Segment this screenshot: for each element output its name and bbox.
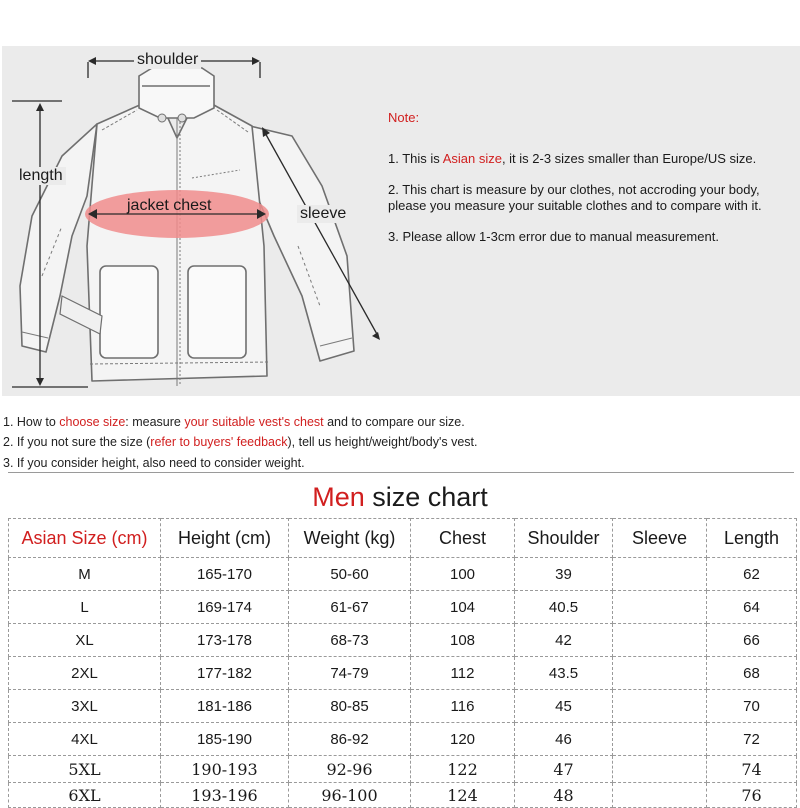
instruction-2-text-end: ), tell us height/weight/body's vest. <box>287 435 478 449</box>
cell-height: 169-174 <box>161 591 289 624</box>
table-row <box>9 591 797 624</box>
cell-weight: 68-73 <box>289 624 411 657</box>
cell-chest: 108 <box>411 624 515 657</box>
cell-sleeve <box>613 657 707 690</box>
chart-title-text: size chart <box>364 482 488 512</box>
cell-shoulder: 45 <box>515 690 613 723</box>
cell-weight: 74-79 <box>289 657 411 690</box>
cell-size: 2XL <box>9 657 161 690</box>
cell-height: 193-196 <box>161 783 289 808</box>
table-header-row <box>9 519 797 558</box>
cell-weight: 80-85 <box>289 690 411 723</box>
note-2-line-1: 2. This chart is measure by our clothes, not accroding your body, <box>388 182 760 197</box>
cell-shoulder: 46 <box>515 723 613 756</box>
table-row <box>9 690 797 723</box>
note-2 <box>388 182 798 214</box>
cell-size: 6XL <box>9 783 161 808</box>
instruction-1 <box>3 412 793 432</box>
header-shoulder: Shoulder <box>515 519 613 558</box>
cell-weight: 96-100 <box>289 783 411 808</box>
table-row <box>9 756 797 783</box>
header-asian-size: Asian Size (cm) <box>9 519 161 558</box>
length-label: length <box>16 167 66 185</box>
size-table <box>8 518 797 808</box>
size-diagram-panel <box>2 46 800 396</box>
note-title: Note: <box>388 110 420 125</box>
cell-length: 62 <box>707 558 797 591</box>
header-length: Length <box>707 519 797 558</box>
cell-sleeve <box>613 624 707 657</box>
chart-title <box>0 481 800 513</box>
sleeve-label: sleeve <box>297 205 349 223</box>
table-row <box>9 783 797 808</box>
cell-size: 4XL <box>9 723 161 756</box>
cell-length: 68 <box>707 657 797 690</box>
instruction-3: 3. If you consider height, also need to consider weight. <box>3 456 305 470</box>
cell-sleeve <box>613 756 707 783</box>
cell-length: 70 <box>707 690 797 723</box>
header-weight: Weight (kg) <box>289 519 411 558</box>
cell-shoulder: 42 <box>515 624 613 657</box>
table-row <box>9 723 797 756</box>
cell-length: 66 <box>707 624 797 657</box>
cell-chest: 112 <box>411 657 515 690</box>
cell-shoulder: 40.5 <box>515 591 613 624</box>
cell-chest: 120 <box>411 723 515 756</box>
cell-weight: 86-92 <box>289 723 411 756</box>
cell-shoulder: 48 <box>515 783 613 808</box>
divider <box>8 472 794 473</box>
cell-size: 5XL <box>9 756 161 783</box>
cell-sleeve <box>613 558 707 591</box>
cell-sleeve <box>613 783 707 808</box>
instruction-1-highlight-a: choose size <box>59 415 126 429</box>
cell-chest: 104 <box>411 591 515 624</box>
note-1-highlight: Asian size <box>442 151 502 166</box>
instruction-1-highlight-b: your suitable vest's chest <box>184 415 324 429</box>
cell-size: XL <box>9 624 161 657</box>
note-1-text: 1. This is <box>388 151 443 166</box>
cell-chest: 124 <box>411 783 515 808</box>
cell-sleeve <box>613 690 707 723</box>
table-row <box>9 657 797 690</box>
cell-height: 190-193 <box>161 756 289 783</box>
cell-size: M <box>9 558 161 591</box>
cell-shoulder: 47 <box>515 756 613 783</box>
cell-chest: 122 <box>411 756 515 783</box>
table-row <box>9 558 797 591</box>
cell-height: 177-182 <box>161 657 289 690</box>
cell-length: 74 <box>707 756 797 783</box>
cell-length: 76 <box>707 783 797 808</box>
note-1-text-end: , it is 2-3 sizes smaller than Europe/US size. <box>501 151 757 166</box>
cell-shoulder: 39 <box>515 558 613 591</box>
instruction-2-text: 2. If you not sure the size ( <box>3 435 151 449</box>
instruction-1-text: 1. How to <box>3 415 60 429</box>
cell-sleeve <box>613 591 707 624</box>
shoulder-label: shoulder <box>134 51 201 69</box>
cell-chest: 116 <box>411 690 515 723</box>
cell-height: 185-190 <box>161 723 289 756</box>
cell-height: 173-178 <box>161 624 289 657</box>
note-2-line-2: please you measure your suitable clothes and to compare with it. <box>388 198 762 213</box>
header-height: Height (cm) <box>161 519 289 558</box>
cell-sleeve <box>613 723 707 756</box>
note-1 <box>388 151 798 167</box>
instruction-2-highlight: refer to buyers' feedback <box>150 435 288 449</box>
instruction-1-text-b: : measure <box>125 415 185 429</box>
instruction-2 <box>3 432 793 452</box>
note-3: 3. Please allow 1-3cm error due to manual measurement. <box>388 229 719 244</box>
cell-weight: 50-60 <box>289 558 411 591</box>
size-instructions <box>3 412 793 473</box>
table-row <box>9 624 797 657</box>
header-sleeve: Sleeve <box>613 519 707 558</box>
cell-length: 64 <box>707 591 797 624</box>
cell-weight: 92-96 <box>289 756 411 783</box>
chart-title-highlight: Men <box>312 482 365 512</box>
cell-size: L <box>9 591 161 624</box>
cell-weight: 61-67 <box>289 591 411 624</box>
cell-height: 165-170 <box>161 558 289 591</box>
cell-shoulder: 43.5 <box>515 657 613 690</box>
cell-length: 72 <box>707 723 797 756</box>
jacket-chest-label: jacket chest <box>127 197 212 214</box>
header-chest: Chest <box>411 519 515 558</box>
cell-height: 181-186 <box>161 690 289 723</box>
instruction-1-text-c: and to compare our size. <box>323 415 465 429</box>
cell-size: 3XL <box>9 690 161 723</box>
cell-chest: 100 <box>411 558 515 591</box>
size-notes <box>388 110 798 260</box>
